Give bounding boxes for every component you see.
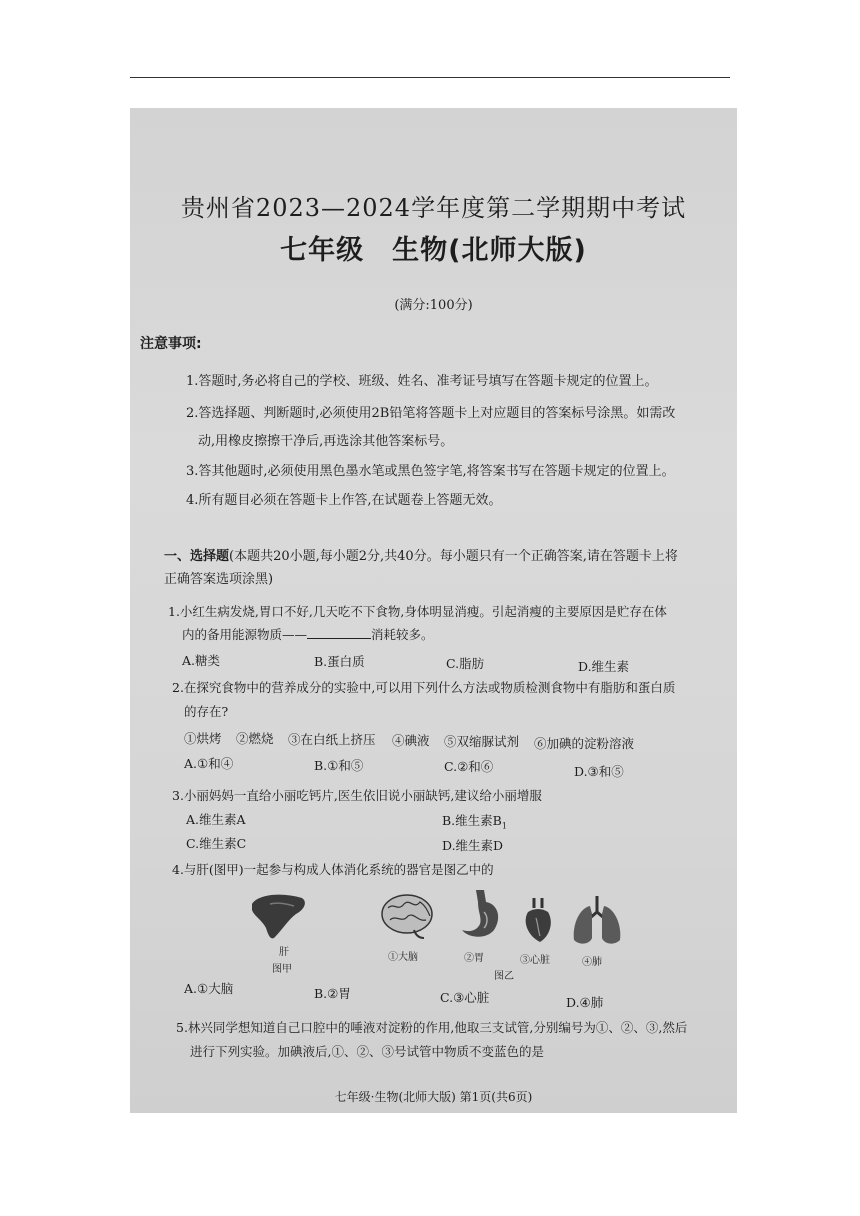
heart-icon: [522, 896, 556, 944]
q3-option-a: A.维生素A: [186, 812, 246, 827]
q1-option-b: B.蛋白质: [314, 654, 365, 669]
q2-option-b: B.①和⑤: [314, 758, 364, 773]
full-score: (满分:100分): [394, 298, 473, 313]
heart-label: ③心脏: [520, 955, 550, 966]
q5-stem-line2: 进行下列实验。加碘液后,①、②、③号试管中物质不变蓝色的是: [190, 1044, 544, 1059]
liver-icon: [248, 890, 308, 942]
q2-item: ④碘液: [392, 733, 430, 748]
section1-intro: 一、选择题(本题共20小题,每小题2分,共40分。每小题只有一个正确答案,请在答题卡上将: [164, 549, 678, 564]
notice-item: 1.答题时,务必将自己的学校、班级、姓名、准考证号填写在答题卡规定的位置上。: [186, 374, 658, 389]
q3-stem: 3.小丽妈妈一直给小丽吃钙片,医生依旧说小丽缺钙,建议给小丽增服: [172, 788, 542, 803]
brain-label: ①大脑: [388, 952, 418, 963]
q2-stem-line2: 的存在?: [184, 704, 229, 719]
q2-option-c: C.②和⑥: [444, 759, 494, 774]
q2-item: ①烘烤: [184, 731, 222, 746]
q2-item: ⑥加碘的淀粉溶液: [534, 736, 635, 751]
notice-item: 动,用橡皮擦擦干净后,再选涂其他答案标号。: [198, 434, 454, 449]
exam-photo: [130, 108, 737, 1113]
figure-a-caption: 图甲: [272, 964, 292, 975]
q3-option-d: D.维生素D: [442, 838, 504, 853]
notice-item: 2.答选择题、判断题时,必须使用2B铅笔将答题卡上对应题目的答案标号涂黑。如需改: [186, 406, 676, 421]
page-footer: 七年级·生物(北师大版) 第1页(共6页): [334, 1090, 533, 1104]
section1-heading: 一、选择题: [164, 549, 230, 564]
q3-option-c: C.维生素C: [186, 836, 247, 851]
q1-stem: 1.小红生病发烧,胃口不好,几天吃不下食物,身体明显消瘦。引起消瘦的主要原因是贮存在体: [168, 604, 667, 619]
q1-option-d: D.维生素: [578, 659, 630, 674]
q1-option-a: A.糖类: [182, 653, 221, 668]
liver-label: 肝: [279, 947, 289, 958]
exam-title: 贵州省2023—2024学年度第二学期期中考试: [180, 194, 687, 222]
q5-stem: 5.林兴同学想知道自己口腔中的唾液对淀粉的作用,他取三支试管,分别编号为①、②、③,然后: [176, 1020, 688, 1035]
q2-item: ③在白纸上挤压: [288, 732, 376, 747]
section1-intro-line2: 正确答案选项涂黑): [164, 572, 274, 587]
notice-item: 3.答其他题时,必须使用黑色墨水笔或黑色签字笔,将答案书写在答题卡规定的位置上。: [186, 464, 675, 479]
q2-stem: 2.在探究食物中的营养成分的实验中,可以用下列什么方法或物质检测食物中有脂肪和蛋白质: [172, 680, 676, 695]
q2-option-d: D.③和⑤: [574, 764, 624, 779]
q3-option-b: B.维生素$B_1$: [442, 813, 507, 831]
stomach-icon: [458, 888, 504, 942]
notice-item: 4.所有题目必须在答题卡上作答,在试题卷上答题无效。: [186, 493, 502, 508]
subject-label: 生物(北师大版): [392, 235, 587, 266]
q2-item: ⑤双缩脲试剂: [444, 734, 520, 749]
top-divider: [130, 77, 730, 78]
q4-option-c: C.③心脏: [440, 990, 490, 1005]
exam-subtitle: [130, 228, 737, 267]
q2-option-a: A.①和④: [184, 756, 234, 771]
notice-title: 注意事项:: [140, 336, 202, 352]
stomach-label: ②胃: [464, 953, 484, 964]
q4-option-b: B.②胃: [314, 986, 351, 1001]
q4-stem: 4.与肝(图甲)一起参与构成人体消化系统的器官是图乙中的: [172, 862, 494, 877]
grade-label: 七年级: [280, 235, 365, 266]
q2-item: ②燃烧: [236, 731, 274, 746]
q1-stem-line2: 内的备用能源物质—— 消耗较多。: [182, 627, 434, 642]
answer-blank: [307, 626, 371, 639]
figure-b-caption: 图乙: [494, 971, 514, 982]
q1-option-c: C.脂肪: [446, 656, 485, 671]
lungs-label: ④肺: [582, 957, 602, 968]
q4-option-d: D.④肺: [566, 995, 604, 1010]
lungs-icon: [570, 894, 624, 948]
brain-icon: [380, 890, 438, 942]
q4-option-a: A.①大脑: [184, 981, 234, 996]
